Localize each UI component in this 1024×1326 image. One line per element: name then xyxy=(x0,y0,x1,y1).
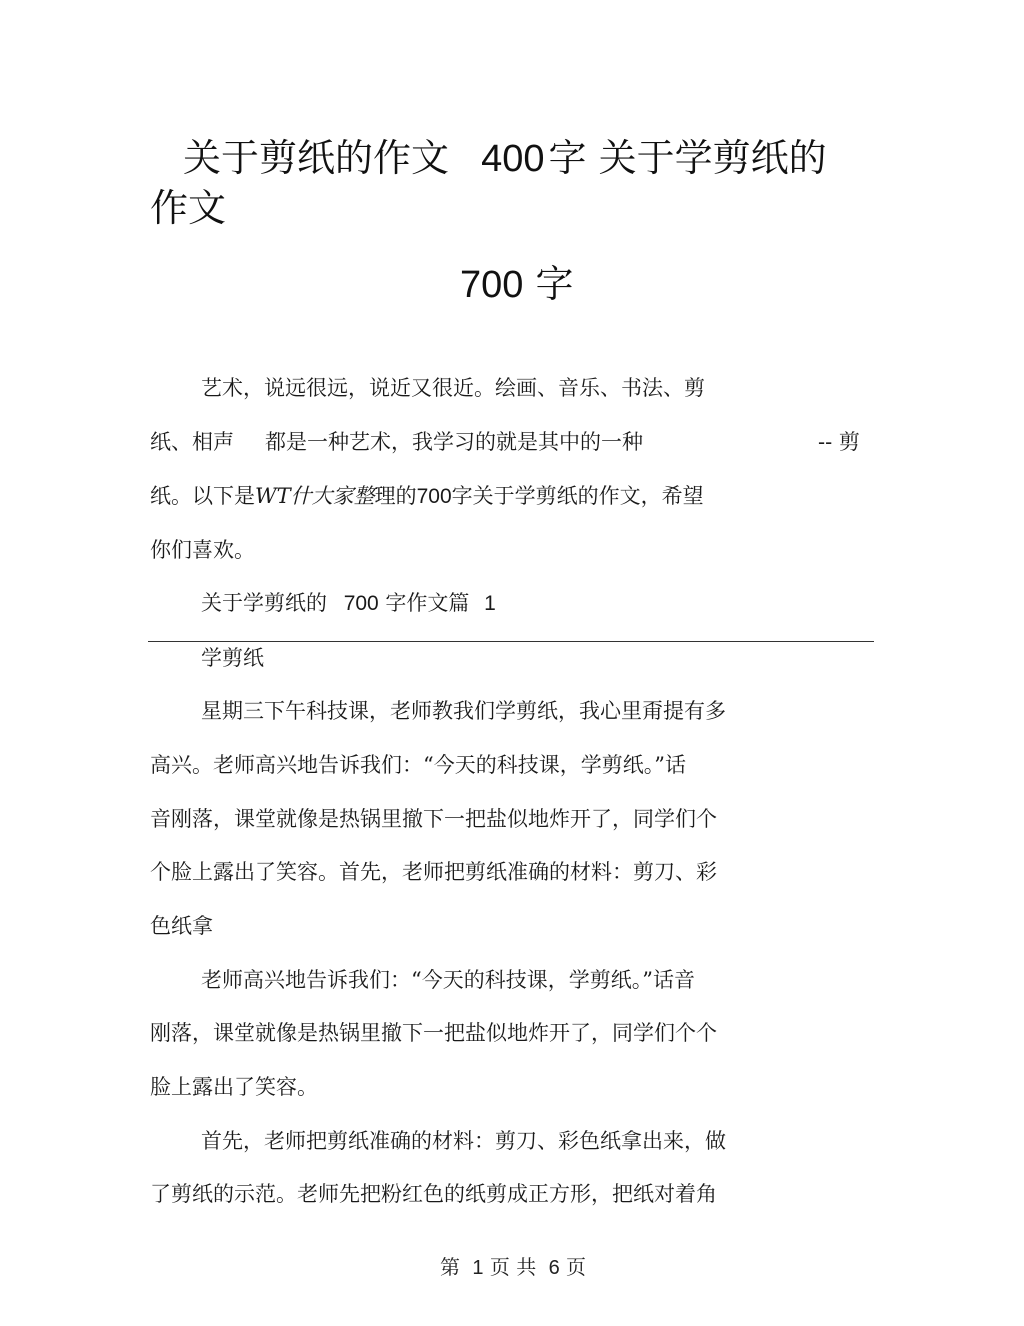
intro-line-3 xyxy=(150,482,704,511)
paragraph-1-line-1: 星期三下午科技课，老师教我们学剪纸，我心里甭提有多 xyxy=(201,699,726,723)
paragraph-1-line-2: 高兴。老师高兴地告诉我们：“今天的科技课，学剪纸。”话 xyxy=(150,753,686,777)
section-heading-text-2: 字作文篇 xyxy=(385,591,470,615)
intro-line-4: 你们喜欢。 xyxy=(150,538,255,562)
intro-line-1: 艺术，说远很远，说近又很近。绘画、音乐、书法、剪 xyxy=(201,376,705,400)
footer-page-number: 1 xyxy=(472,1257,484,1279)
footer-total-pages: 6 xyxy=(548,1257,560,1279)
title-char: 字 xyxy=(535,262,574,306)
intro-text: 纸。以下是 xyxy=(150,484,255,508)
page-footer xyxy=(440,1251,586,1280)
intro-line-2b: 都是一种艺术，我学习的就是其中的一种 xyxy=(265,430,643,454)
title-line-1 xyxy=(183,136,827,181)
footer-suffix: 页 xyxy=(566,1255,587,1279)
paragraph-1-line-4: 个脸上露出了笑容。首先，老师把剪纸准确的材料：剪刀、彩 xyxy=(150,860,717,884)
title-line-3 xyxy=(460,262,574,307)
paragraph-1-line-5: 色纸拿 xyxy=(150,914,213,938)
section-heading-text: 关于学剪纸的 xyxy=(201,591,327,615)
section-heading-index: 1 xyxy=(484,592,496,615)
intro-line-2c: -- 剪 xyxy=(818,430,860,454)
intro-text-end: 字关于学剪纸的作文，希望 xyxy=(451,484,704,508)
horizontal-rule xyxy=(148,641,874,642)
title-line-2: 作文 xyxy=(150,186,227,230)
title-text: 关于剪纸的作文 xyxy=(183,136,450,180)
intro-text-cont: 理的 xyxy=(374,484,417,508)
intro-garbled-text: WT什大家整 xyxy=(255,484,375,508)
footer-mid: 页 共 xyxy=(489,1255,537,1279)
intro-line-2a: 纸、相声 xyxy=(150,430,234,454)
title-text-cont: 字 关于学剪纸的 xyxy=(548,136,827,180)
paragraph-3-line-2: 了剪纸的示范。老师先把粉红色的纸剪成正方形，把纸对着角 xyxy=(150,1182,717,1206)
title-number: 400 xyxy=(481,138,545,180)
section-heading-number: 700 xyxy=(343,592,379,615)
section-heading xyxy=(201,589,496,618)
paragraph-3-line-1: 首先，老师把剪纸准确的材料：剪刀、彩色纸拿出来，做 xyxy=(201,1129,726,1153)
title-number-2: 700 xyxy=(460,264,524,306)
intro-number: 700 xyxy=(416,485,452,508)
paragraph-2-line-1: 老师高兴地告诉我们：“今天的科技课，学剪纸。”话音 xyxy=(201,968,695,992)
paragraph-1-line-3: 音刚落，课堂就像是热锅里撤下一把盐似地炸开了，同学们个 xyxy=(150,807,717,831)
paragraph-2-line-3: 脸上露出了笑容。 xyxy=(150,1075,318,1099)
footer-prefix: 第 xyxy=(440,1255,460,1279)
section-subtitle: 学剪纸 xyxy=(201,646,264,670)
paragraph-2-line-2: 刚落，课堂就像是热锅里撤下一把盐似地炸开了，同学们个个 xyxy=(150,1021,717,1045)
